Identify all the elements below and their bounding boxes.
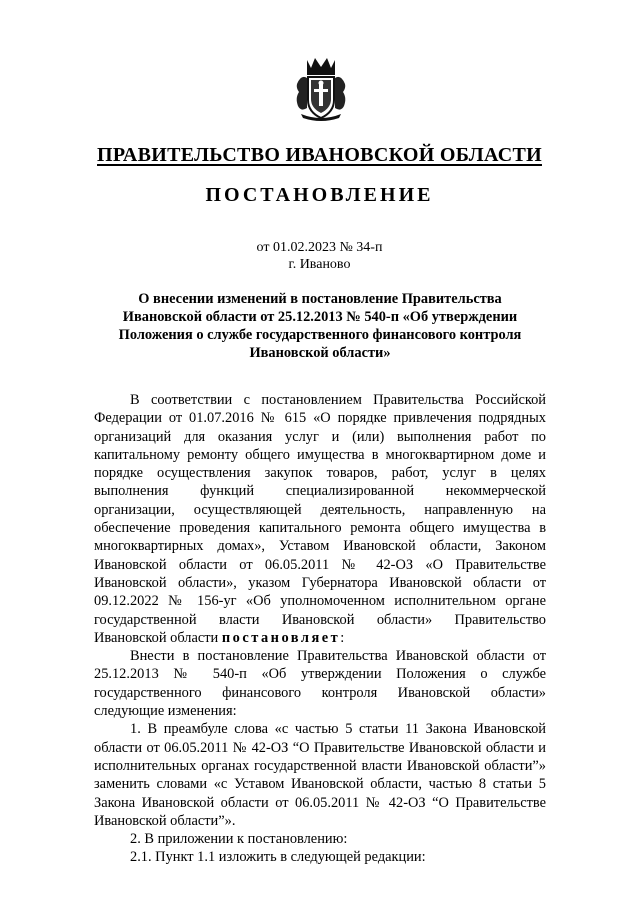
preamble-paragraph — [94, 391, 546, 647]
resolves-word: постановляет — [221, 629, 341, 646]
body-paragraph-2: 1. В преамбуле слова «с частью 5 статьи 11 Закона Ивановской области от 06.05.2011 № 42-ОЗ “О Правительстве Ивановской области и исполнительных органах государственной власти Ивановской области”» заменить словами «с Уставом Ивановской области, частью 8 статьи 5 Закона Ивановской области от 06.05.2011 № 42-ОЗ “О Правительстве Ивановской области”». — [94, 721, 546, 829]
body-paragraph-1: Внести в постановление Правительства Ивановской области от 25.12.2013 № 540-п «Об утверждении Положения о службе государственного финансового контроля Ивановской области» следующие изменения: — [94, 648, 546, 720]
government-title: ПРАВИТЕЛЬСТВО ИВАНОВСКОЙ ОБЛАСТИ — [97, 144, 542, 166]
document-type-title: ПОСТАНОВЛЕНИЕ — [205, 184, 434, 206]
city-name: г. Иваново — [288, 257, 351, 272]
coat-of-arms-icon — [295, 56, 347, 122]
preamble-text: В соответствии с постановлением Правительства Российской Федерации от 01.07.2016 № 615 «О порядке привлечения подрядных организаций для оказания услуг и (или) выполнения работ по капитальному ремонту общего имущества в многоквартирном доме и порядке осуществления закупок товаров, работ, услуг в целях выполнения функций специализированной некоммерческой организации, осуществляющей деятельность, направленную на обеспечение проведения капитального ремонта общего имущества в многоквартирных домах», Уставом Ивановской области, Законом Ивановской области от 06.05.2011 № 42-ОЗ «О Правительстве Ивановской области», указом Губернатора Ивановской области от 09.12.2022 № 156-уг «Об уполномоченном исполнительном органе государственной власти Ивановской области» Правительство Ивановской области — [94, 392, 546, 646]
resolves-colon: : — [340, 629, 345, 646]
date-and-number: от 01.02.2023 № 34-п — [256, 240, 383, 255]
document-subject: О внесении изменений в постановление Правительства Ивановской области от 25.12.2013 № 540-п «Об утверждении Положения о службе государственного финансового контроля Ивановской области» — [118, 291, 522, 361]
body-paragraph-4: 2.1. Пункт 1.1 изложить в следующей редакции: — [130, 849, 426, 866]
body-paragraph-3: 2. В приложении к постановлению: — [130, 831, 348, 848]
document-body — [94, 391, 546, 867]
